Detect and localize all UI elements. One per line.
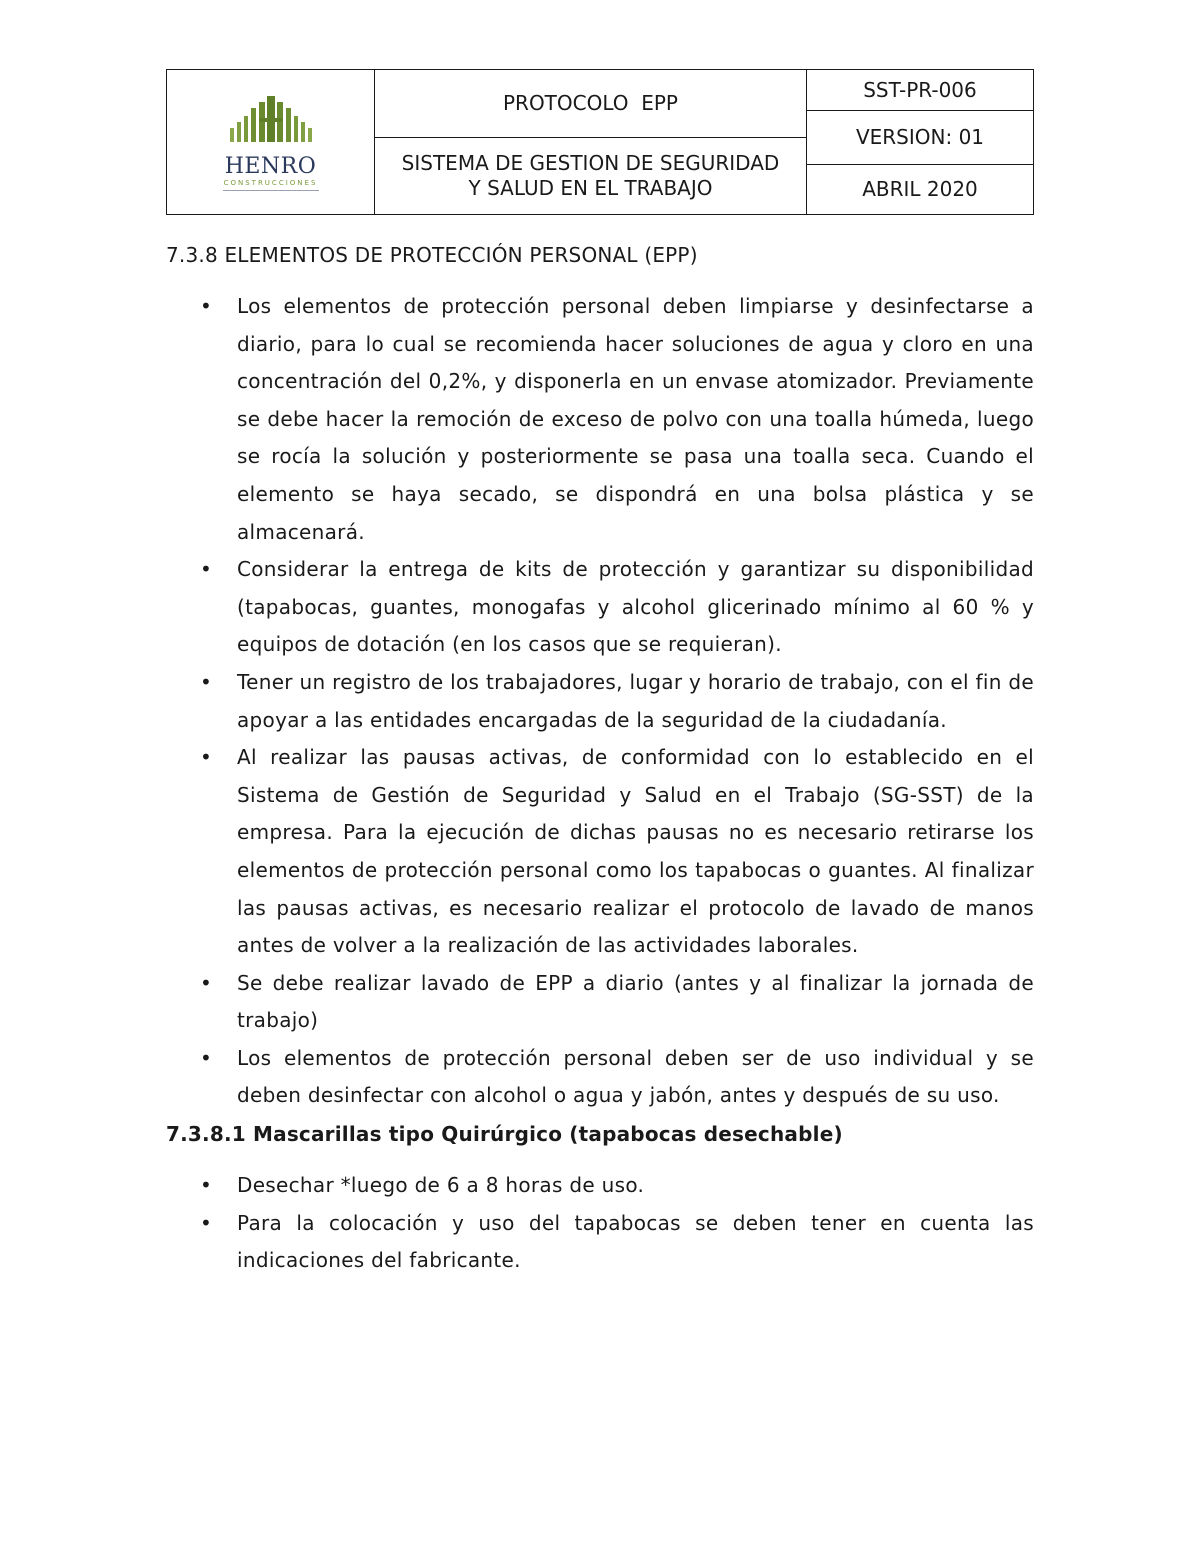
logo-tagline: CONSTRUCCIONES bbox=[223, 178, 318, 187]
list-item-text: Se debe realizar lavado de EPP a diario (antes y al finalizar la jornada de trabajo) bbox=[237, 970, 1034, 1033]
bullet-icon: • bbox=[200, 557, 213, 582]
document-code: SST-PR-006 bbox=[863, 77, 977, 102]
bullet-icon: • bbox=[200, 1210, 213, 1235]
list-item bbox=[166, 1205, 1034, 1280]
bullet-icon: • bbox=[200, 970, 213, 995]
logo-name: HENRO bbox=[224, 153, 317, 179]
list-item-text: Al realizar las pausas activas, de conformidad con lo establecido en el Sistema de Gestión de Seguridad y Salud en el Trabajo (SG-SST) de la empresa. Para la ejecución de dichas pausas no es necesario retirarse los elementos de protección personal como los tapabocas o guantes. Al finalizar las pausas activas, es necesario realizar el protocolo de lavado de manos antes de volver a la realización de las actividades laborales. bbox=[237, 745, 1034, 958]
list-item-text: Los elementos de protección personal deben limpiarse y desinfectarse a diario, para lo cual se recomienda hacer soluciones de agua y cloro en una concentración del 0,2%, y disponerla en un envase atomizador. Previamente se debe hacer la remoción de exceso de polvo con una toalla húmeda, luego se rocía la solución y posteriormente se pasa una toalla seca. Cuando el elemento se haya secado, se dispondrá en una bolsa plástica y se almacenará. bbox=[237, 294, 1034, 544]
date-cell bbox=[807, 165, 1034, 215]
bullet-icon: • bbox=[200, 1173, 213, 1198]
list-item-text: Los elementos de protección personal deben ser de uso individual y se deben desinfectar con alcohol o agua y jabón, antes y después de su uso. bbox=[237, 1045, 1034, 1108]
document-version: VERSION: 01 bbox=[855, 125, 985, 149]
subsection-bullet-list bbox=[166, 1167, 1034, 1280]
company-logo bbox=[167, 94, 374, 191]
document-header-table bbox=[166, 69, 1034, 215]
code-cell bbox=[807, 70, 1034, 111]
document-date: ABRIL 2020 bbox=[862, 177, 978, 201]
list-item-text: Tener un registro de los trabajadores, lugar y horario de trabajo, con el fin de apoyar a las entidades encargadas de la seguridad de la ciudadanía. bbox=[237, 669, 1034, 732]
list-item bbox=[166, 1040, 1034, 1115]
bullet-icon: • bbox=[200, 1045, 213, 1070]
logo-underline bbox=[223, 190, 319, 191]
bullet-icon: • bbox=[200, 745, 213, 770]
version-cell bbox=[807, 111, 1034, 165]
list-item-text: Considerar la entrega de kits de protección y garantizar su disponibilidad (tapabocas, guantes, monogafas y alcohol glicerinado mínimo al 60 % y equipos de dotación (en los casos que se requieran). bbox=[237, 557, 1034, 657]
list-item bbox=[166, 288, 1034, 551]
list-item bbox=[166, 1167, 1034, 1205]
list-item bbox=[166, 664, 1034, 739]
logo-cell bbox=[167, 70, 375, 215]
list-item bbox=[166, 739, 1034, 965]
document-body bbox=[166, 236, 1034, 1280]
document-subtitle: SISTEMA DE GESTION DE SEGURIDAD Y SALUD EN EL TRABAJO bbox=[401, 151, 780, 200]
document-title: PROTOCOLO EPP bbox=[502, 91, 678, 115]
title-cell bbox=[375, 70, 807, 138]
subsection-heading: 7.3.8.1 Mascarillas tipo Quirúrgico (tapabocas desechable) bbox=[166, 1122, 843, 1147]
list-item bbox=[166, 965, 1034, 1040]
building-bars-icon bbox=[216, 94, 326, 156]
section-bullet-list bbox=[166, 288, 1034, 1115]
list-item-text: Desechar *luego de 6 a 8 horas de uso. bbox=[237, 1173, 645, 1198]
bullet-icon: • bbox=[200, 669, 213, 694]
section-heading: 7.3.8 ELEMENTOS DE PROTECCIÓN PERSONAL (EPP) bbox=[166, 243, 698, 267]
list-item-text: Para la colocación y uso del tapabocas se deben tener en cuenta las indicaciones del fabricante. bbox=[237, 1210, 1034, 1273]
bullet-icon: • bbox=[200, 294, 213, 318]
subtitle-cell bbox=[375, 138, 807, 215]
list-item bbox=[166, 551, 1034, 664]
